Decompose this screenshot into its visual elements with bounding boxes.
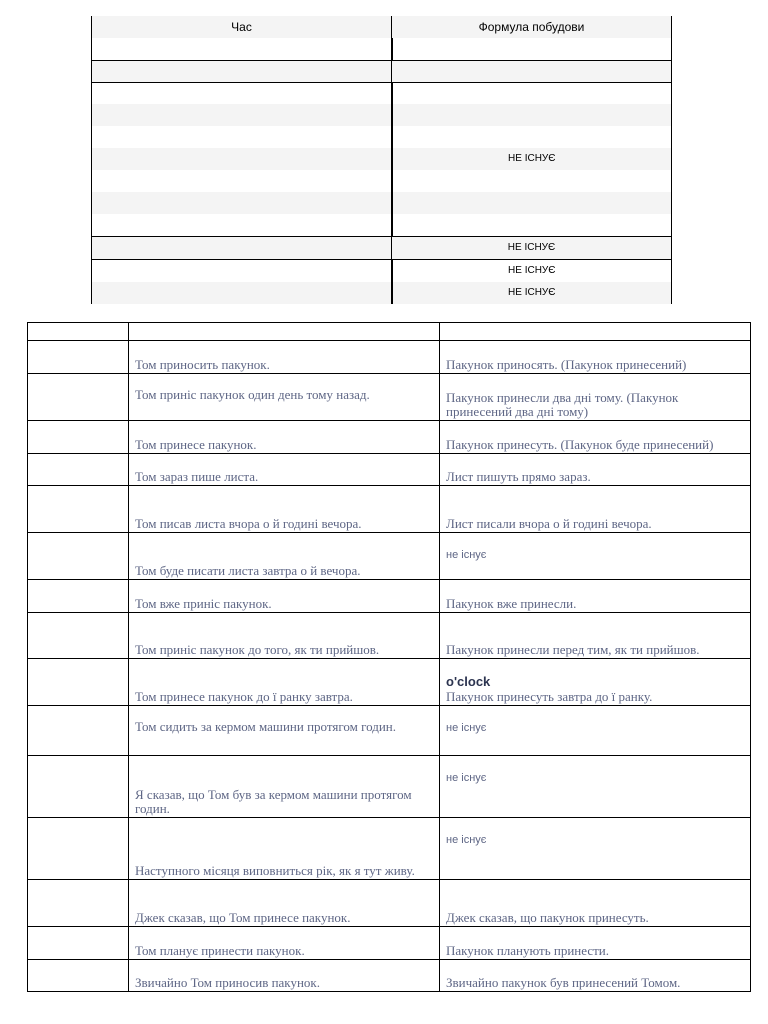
- active-example: Том приносить пакунок.: [129, 341, 440, 374]
- table-row: [28, 756, 751, 818]
- table-row: [92, 148, 672, 170]
- active-example: Я сказав, що Том був за кермом машини протягом годин.: [129, 756, 440, 818]
- table-row: [92, 282, 672, 304]
- oclock-note: o'clock: [446, 674, 491, 689]
- table-row: [28, 960, 751, 992]
- active-example: Том вже приніс пакунок.: [129, 580, 440, 613]
- passive-not-exists: не існує: [440, 818, 751, 880]
- active-example: Том принесе пакунок.: [129, 421, 440, 454]
- table-row: [92, 104, 672, 126]
- passive-example: Лист писали вчора о й годині вечора.: [440, 486, 751, 533]
- table-row: [28, 374, 751, 421]
- passive-not-exists: не існує: [440, 706, 751, 756]
- table-row: [92, 259, 672, 282]
- table-row: [28, 613, 751, 659]
- passive-example: Пакунок приносять. (Пакунок принесений): [440, 341, 751, 374]
- table-row: [28, 927, 751, 960]
- table-row: [28, 454, 751, 486]
- not-exists-cell: НЕ ІСНУЄ: [392, 148, 672, 170]
- active-example: Том писав листа вчора о й годині вечора.: [129, 486, 440, 533]
- table-row: [28, 659, 751, 706]
- passive-example: Пакунок принесли два дні тому. (Пакунок принесений два дні тому): [440, 374, 751, 421]
- table-row: [28, 580, 751, 613]
- active-example: Том сидить за кермом машини протягом годин.: [129, 706, 440, 756]
- table-row: [28, 533, 751, 580]
- table-row: [92, 38, 672, 60]
- passive-example: Звичайно пакунок був принесений Томом.: [440, 960, 751, 992]
- active-example: Джек сказав, що Том принесе пакунок.: [129, 880, 440, 927]
- passive-example: Пакунок принесли перед тим, як ти прийшов.: [440, 613, 751, 659]
- passive-example: Джек сказав, що пакунок принесуть.: [440, 880, 751, 927]
- active-example: Наступного місяця виповниться рік, як я тут живу.: [129, 818, 440, 880]
- table-row: [28, 818, 751, 880]
- table-row: [28, 341, 751, 374]
- table-row: [28, 706, 751, 756]
- table-row: [92, 82, 672, 104]
- table-row: [92, 236, 672, 259]
- tense-formula-table: [91, 16, 672, 304]
- active-example: Том приніс пакунок до того, як ти прийшов.: [129, 613, 440, 659]
- active-example: Том зараз пише листа.: [129, 454, 440, 486]
- active-example: Том приніс пакунок один день тому назад.: [129, 374, 440, 421]
- active-example: Том планує принести пакунок.: [129, 927, 440, 960]
- passive-example: o'clock Пакунок принесуть завтра до ї ранку.: [440, 659, 751, 706]
- passive-example: Пакунок вже принесли.: [440, 580, 751, 613]
- table-row: [92, 214, 672, 236]
- passive-example: Пакунок принесуть. (Пакунок буде принесений): [440, 421, 751, 454]
- table-header-row: [28, 323, 751, 341]
- passive-not-exists: не існує: [440, 756, 751, 818]
- table-header-row: [92, 16, 672, 38]
- table-row: [92, 192, 672, 214]
- table-row: [92, 60, 672, 82]
- passive-example: Лист пишуть прямо зараз.: [440, 454, 751, 486]
- header-formula: Формула побудови: [392, 16, 672, 38]
- examples-table: [27, 322, 751, 992]
- table-row: [28, 880, 751, 927]
- table-row: [92, 126, 672, 148]
- not-exists-cell: НЕ ІСНУЄ: [392, 282, 672, 304]
- table-row: [28, 421, 751, 454]
- passive-not-exists: не існує: [440, 533, 751, 580]
- passive-example: Пакунок планують принести.: [440, 927, 751, 960]
- not-exists-cell: НЕ ІСНУЄ: [392, 259, 672, 282]
- not-exists-cell: НЕ ІСНУЄ: [392, 236, 672, 259]
- table-row: [28, 486, 751, 533]
- active-example: Том принесе пакунок до ї ранку завтра.: [129, 659, 440, 706]
- table-row: [92, 170, 672, 192]
- header-tense: Час: [92, 16, 392, 38]
- active-example: Звичайно Том приносив пакунок.: [129, 960, 440, 992]
- active-example: Том буде писати листа завтра о й вечора.: [129, 533, 440, 580]
